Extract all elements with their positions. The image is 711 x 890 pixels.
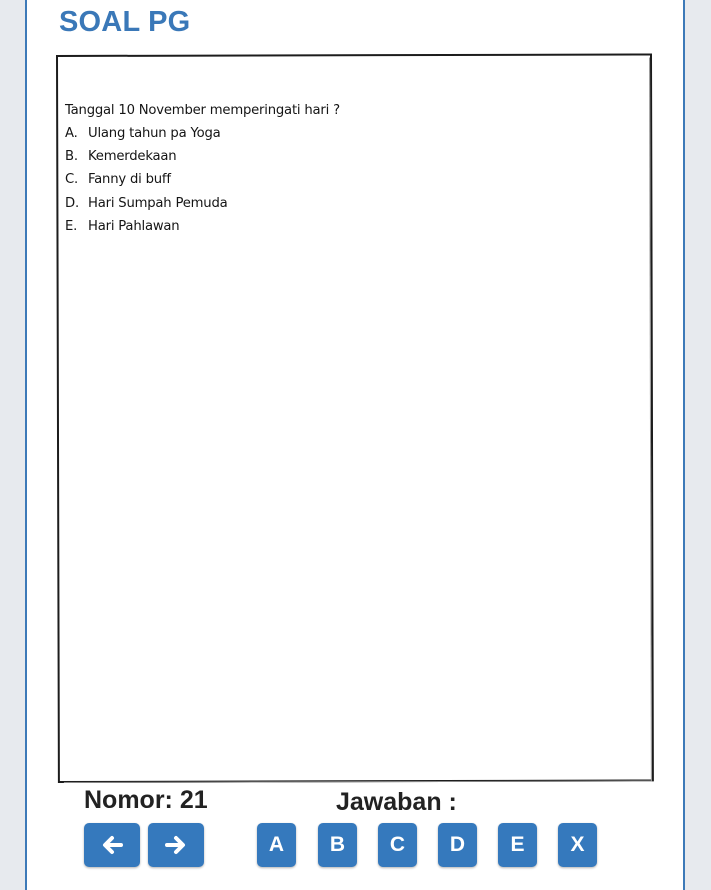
page-title: SOAL PG [59, 6, 191, 38]
options-list [65, 126, 228, 242]
option-text: Ulang tahun pa Yoga [88, 126, 221, 141]
option-b [65, 149, 228, 172]
option-letter: E. [65, 218, 78, 234]
option-text: Hari Sumpah Pemuda [88, 195, 228, 211]
prev-button[interactable] [84, 823, 140, 867]
option-a [65, 126, 228, 149]
option-letter: C. [65, 172, 78, 188]
option-text: Fanny di buff [88, 172, 171, 188]
answer-d-button[interactable]: D [438, 823, 477, 867]
option-text: Kemerdekaan [88, 149, 177, 165]
answer-b-button[interactable]: B [318, 823, 357, 867]
arrow-left-icon [101, 835, 123, 855]
arrow-right-icon [165, 835, 187, 855]
next-button[interactable] [148, 823, 204, 867]
question-text: Tanggal 10 November memperingati hari ? [65, 103, 340, 118]
answer-x-button[interactable]: X [558, 823, 597, 867]
option-letter: B. [65, 149, 78, 165]
option-letter: A. [65, 126, 78, 141]
option-e [65, 219, 228, 242]
option-c [65, 172, 228, 195]
option-text: Hari Pahlawan [88, 218, 180, 234]
option-d [65, 196, 228, 219]
answer-c-button[interactable]: C [378, 823, 417, 867]
answer-label: Jawaban : [336, 788, 457, 816]
answer-a-button[interactable]: A [257, 823, 296, 867]
question-number: Nomor: 21 [84, 786, 208, 814]
option-letter: D. [65, 195, 79, 211]
answer-e-button[interactable]: E [498, 823, 537, 867]
